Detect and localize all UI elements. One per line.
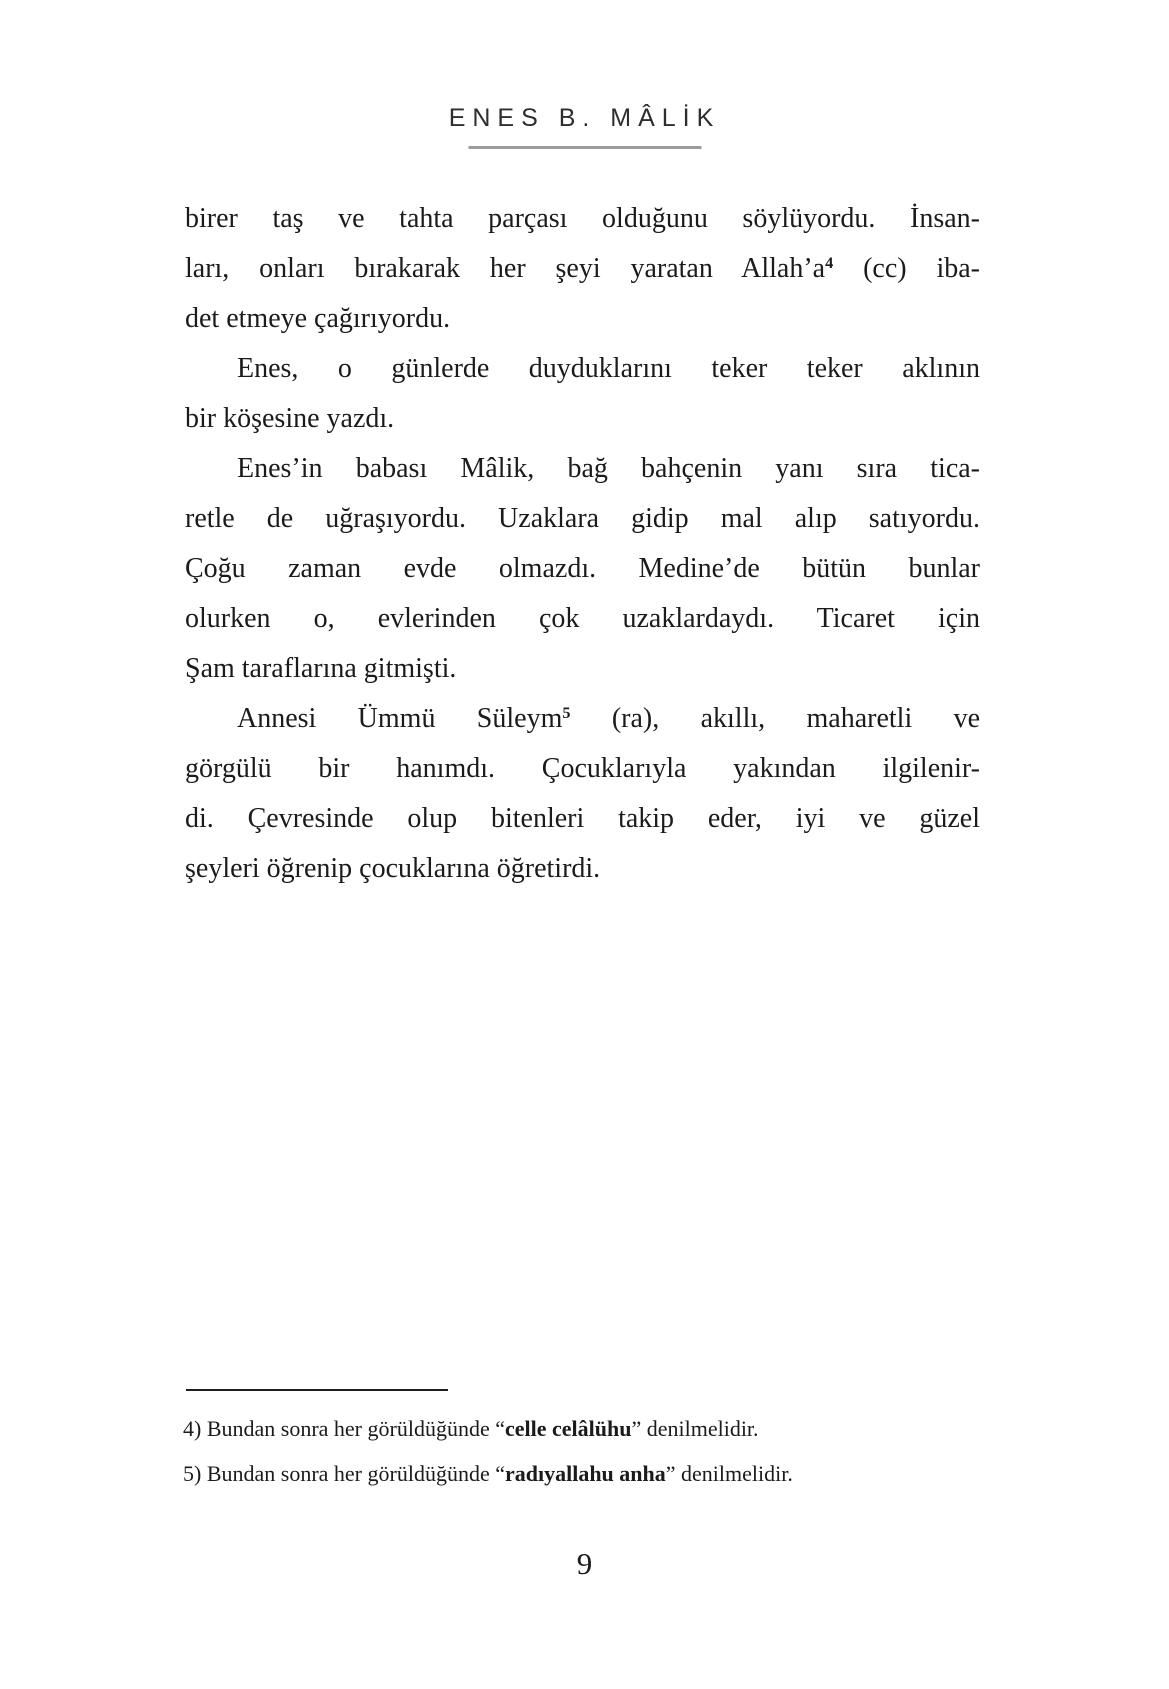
text-segment: bir köşesine yazdı. bbox=[185, 403, 395, 434]
paragraph bbox=[185, 694, 980, 894]
page-number: 9 bbox=[576, 1546, 593, 1581]
text-line bbox=[185, 394, 980, 444]
text-line bbox=[185, 194, 980, 244]
text-line bbox=[185, 644, 980, 694]
paragraph bbox=[185, 444, 980, 694]
text-line bbox=[185, 844, 980, 894]
text-segment: ” denilmelidir. bbox=[665, 1461, 793, 1486]
emphasized-phrase: radıyallahu anha bbox=[504, 1461, 666, 1486]
text-segment: (cc) iba- bbox=[833, 253, 980, 284]
text-segment: 4) Bundan sonra her görüldüğünde “ bbox=[183, 1416, 505, 1441]
text-line bbox=[185, 494, 980, 544]
text-segment: (ra), akıllı, maharetli ve bbox=[570, 703, 980, 734]
footnotes-section bbox=[183, 1406, 993, 1496]
text-line bbox=[185, 744, 980, 794]
footnote bbox=[183, 1406, 993, 1451]
emphasized-phrase: celle celâlühu bbox=[504, 1416, 632, 1441]
text-line bbox=[185, 794, 980, 844]
text-segment: di. Çevresinde olup bitenleri takip eder, iyi ve güzel bbox=[185, 803, 980, 834]
text-segment: ları, onları bırakarak her şeyi yaratan Allah’a bbox=[185, 253, 826, 284]
text-segment: Enes, o günlerde duyduklarını teker teker aklının bbox=[237, 353, 980, 384]
text-segment: Şam taraflarına gitmişti. bbox=[185, 653, 457, 684]
paragraph bbox=[185, 344, 980, 444]
text-segment: Enes’in babası Mâlik, bağ bahçenin yanı sıra tica- bbox=[237, 453, 980, 484]
footnote-rule-divider bbox=[186, 1389, 448, 1391]
paragraph bbox=[185, 194, 980, 344]
text-segment: retle de uğraşıyordu. Uzaklara gidip mal alıp satıyordu. bbox=[185, 503, 980, 534]
text-segment: 5) Bundan sonra her görüldüğünde “ bbox=[183, 1461, 505, 1486]
header-rule-divider bbox=[468, 146, 701, 149]
text-segment: det etmeye çağırıyordu. bbox=[185, 303, 451, 334]
text-segment: birer taş ve tahta parçası olduğunu söylüyordu. İnsan- bbox=[185, 203, 980, 234]
text-line bbox=[185, 594, 980, 644]
text-line bbox=[185, 344, 980, 394]
text-segment: şeyleri öğrenip çocuklarına öğretirdi. bbox=[185, 853, 601, 884]
text-line bbox=[185, 544, 980, 594]
text-line bbox=[185, 294, 980, 344]
footnote-reference: 4 bbox=[825, 254, 834, 273]
text-segment: Çoğu zaman evde olmazdı. Medine’de bütün bunlar bbox=[185, 553, 980, 584]
footnote bbox=[183, 1451, 993, 1496]
text-line bbox=[185, 244, 980, 294]
text-line bbox=[185, 694, 980, 744]
text-segment: ” denilmelidir. bbox=[631, 1416, 759, 1441]
text-segment: Annesi Ümmü Süleym bbox=[237, 703, 563, 734]
text-line bbox=[185, 444, 980, 494]
footnote-reference: 5 bbox=[562, 704, 571, 723]
text-segment: görgülü bir hanımdı. Çocuklarıyla yakından ilgilenir- bbox=[185, 753, 980, 784]
text-segment: olurken o, evlerinden çok uzaklardaydı. Ticaret için bbox=[185, 603, 980, 634]
body-text bbox=[185, 194, 980, 894]
running-header: ENES B. MÂLİK bbox=[448, 104, 721, 132]
